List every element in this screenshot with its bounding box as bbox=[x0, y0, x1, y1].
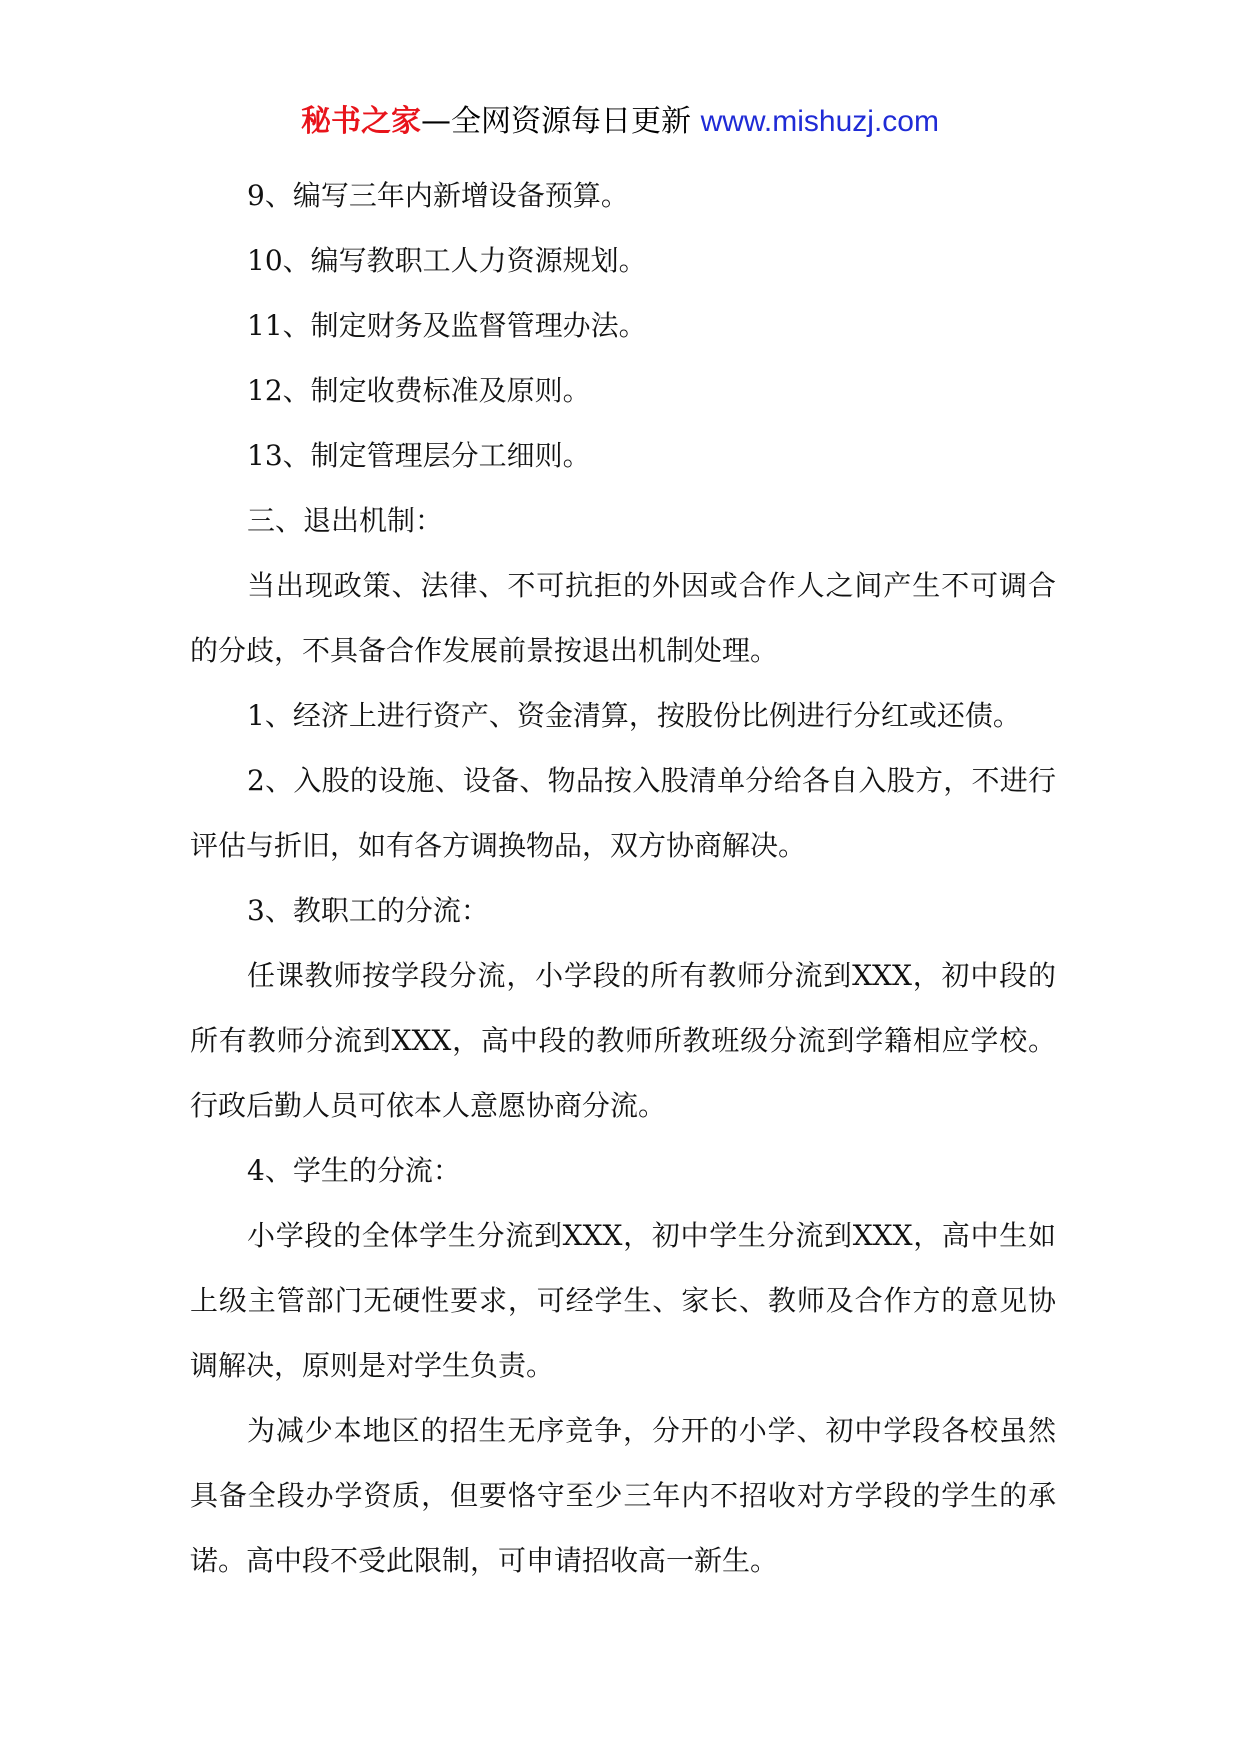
list-item-13: 13、制定管理层分工细则。 bbox=[247, 439, 591, 472]
paragraph-exit-conditions: 当出现政策、法律、不可抗拒的外因或合作人之间产生不可调合的分歧，不具备合作发展前景按退出机制处理。 bbox=[190, 569, 1056, 667]
paragraph-student-diversion: 小学段的全体学生分流到XXX，初中学生分流到XXX，高中生如上级主管部门无硬性要求，可经学生、家长、教师及合作方的意见协调解决，原则是对学生负责。 bbox=[190, 1219, 1056, 1382]
list-item-10: 10、编写教职工人力资源规划。 bbox=[247, 244, 647, 277]
list-item-9: 9、编写三年内新增设备预算。 bbox=[247, 179, 629, 212]
list-item-asset-distribution: 2、入股的设施、设备、物品按入股清单分给各自入股方，不进行评估与折旧，如有各方调换物品，双方协商解决。 bbox=[190, 764, 1056, 862]
list-item-12: 12、制定收费标准及原则。 bbox=[247, 374, 591, 407]
list-item-student-diversion: 4、学生的分流： bbox=[247, 1154, 461, 1187]
list-item-economic-settlement: 1、经济上进行资产、资金清算，按股份比例进行分红或还债。 bbox=[247, 699, 1021, 732]
header-url: www.mishuzj.com bbox=[700, 105, 939, 138]
list-item-staff-diversion: 3、教职工的分流： bbox=[247, 894, 489, 927]
paragraph-teacher-diversion: 任课教师按学段分流，小学段的所有教师分流到XXX，初中段的所有教师分流到XXX，高中段的教师所教班级分流到学籍相应学校。行政后勤人员可依本人意愿协商分流。 bbox=[190, 959, 1056, 1122]
watermark-header bbox=[0, 100, 1240, 144]
header-slogan: —全网资源每日更新 bbox=[421, 104, 701, 139]
paragraph-enrollment-commitment: 为减少本地区的招生无序竞争，分开的小学、初中学段各校虽然具备全段办学资质，但要恪守至少三年内不招收对方学段的学生的承诺。高中段不受此限制，可申请招收高一新生。 bbox=[190, 1414, 1056, 1577]
section-heading-exit-mechanism: 三、退出机制： bbox=[247, 504, 444, 537]
list-item-11: 11、制定财务及监督管理办法。 bbox=[247, 309, 647, 342]
document-body bbox=[190, 163, 1056, 1593]
header-brand: 秘书之家 bbox=[301, 104, 422, 139]
